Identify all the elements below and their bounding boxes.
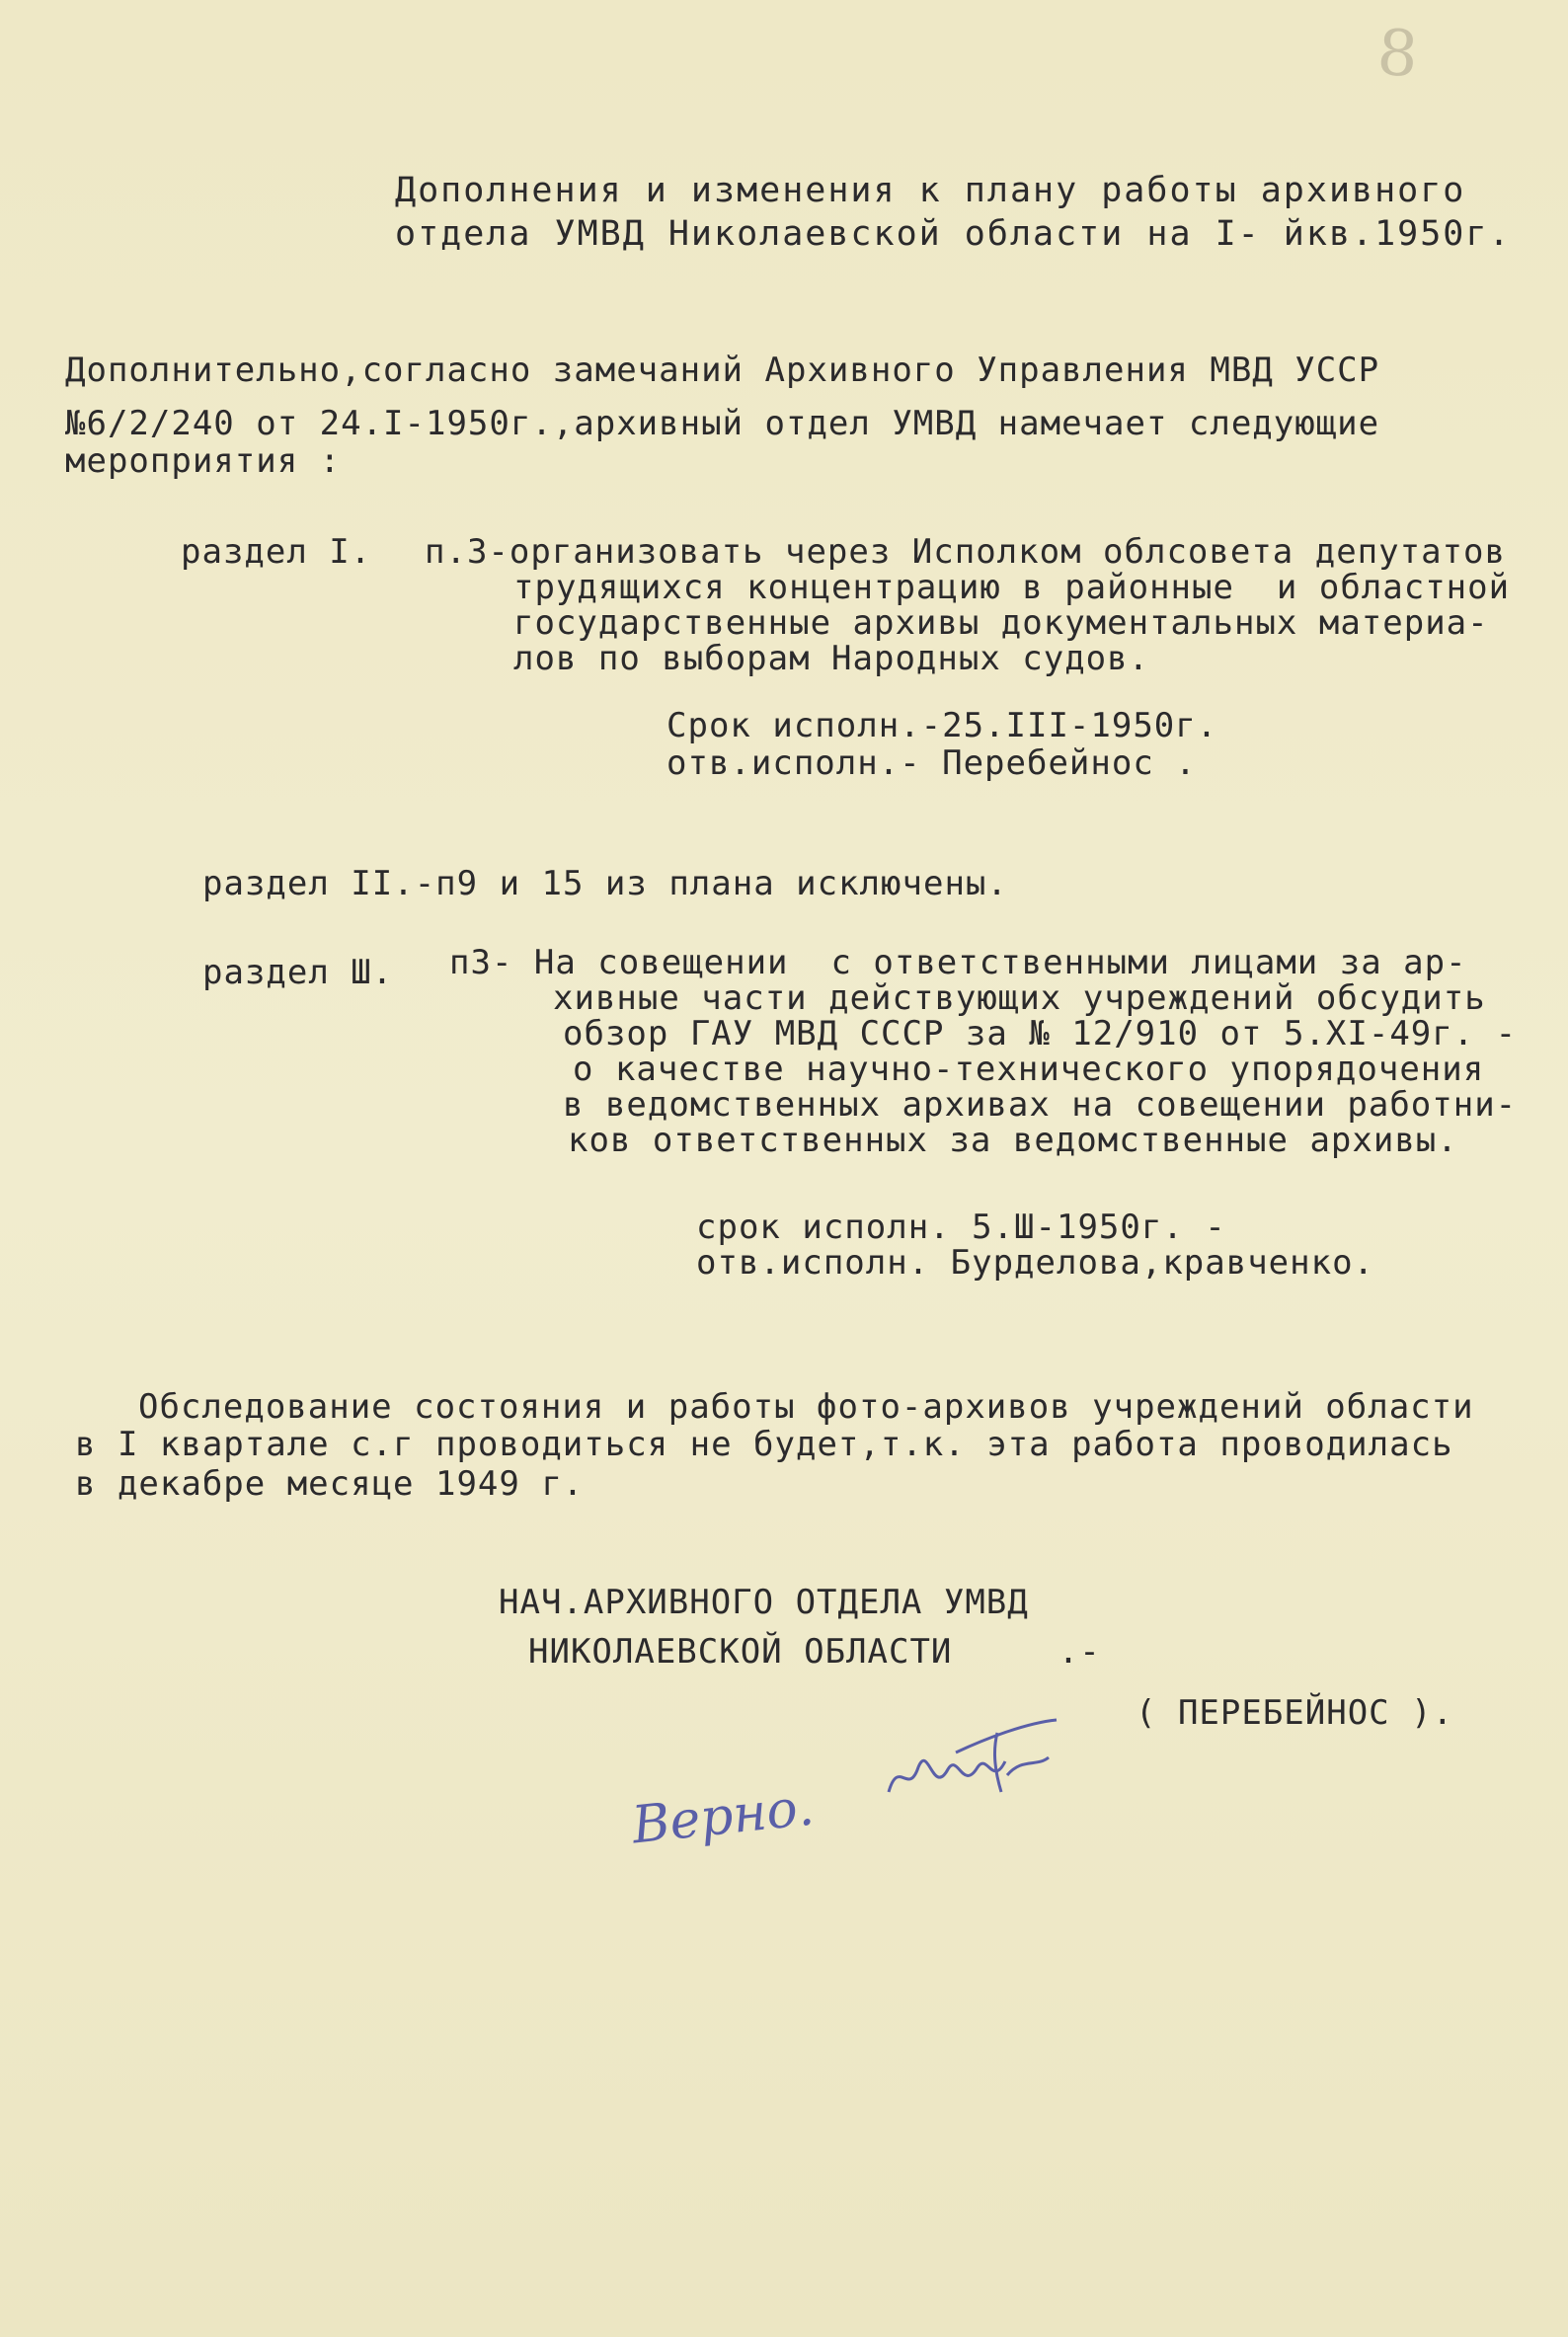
closing-line-3: в декабре месяце 1949 г. — [75, 1464, 585, 1504]
section-3-line-5: в ведомственных архивах на совещении работни- — [563, 1085, 1518, 1125]
section-1-deadline: Срок исполн.-25.III-1950г. — [666, 706, 1218, 745]
handwritten-signature — [879, 1698, 1076, 1827]
section-1-line-4: лов по выборам Народных судов. — [513, 639, 1150, 678]
title-line-1: Дополнения и изменения к плану работы архивного — [395, 171, 1466, 210]
closing-line-1: Обследование состояния и работы фото-архивов учреждений области — [138, 1387, 1474, 1427]
closing-line-2: в I квартале с.г проводиться не будет,т.к. эта работа проводилась — [75, 1425, 1453, 1464]
signature-title-line-2: НИКОЛАЕВСКОЙ ОБЛАСТИ .- — [528, 1632, 1101, 1672]
section-2-text: раздел II.-п9 и 15 из плана исключены. — [202, 864, 1008, 903]
title-line-2: отдела УМВД Николаевской области на I- йкв.1950г. — [395, 214, 1512, 254]
intro-line-3: мероприятия : — [65, 441, 342, 481]
intro-line-1: Дополнительно,согласно замечаний Архивного Управления МВД УССР — [65, 351, 1380, 390]
section-3-deadline: срок исполн. 5.Ш-1950г. - — [696, 1207, 1226, 1247]
section-1-line-1: п.3-организовать через Исполком облсовета депутатов — [425, 532, 1506, 572]
section-3-line-4: о качестве научно-технического упорядочения — [573, 1050, 1485, 1089]
section-3-line-1: п3- На совещении с ответственными лицами за ар- — [449, 943, 1467, 982]
section-3-responsible: отв.исполн. Бурделова,кравченко. — [696, 1243, 1375, 1283]
archive-page-number: 8 — [1374, 16, 1421, 93]
section-1-responsible: отв.исполн.- Перебейнос . — [666, 743, 1197, 783]
section-3-line-3: обзор ГАУ МВД СССР за № 12/910 от 5.XI-49г. - — [563, 1014, 1518, 1053]
signatory-name: ( ПЕРЕБЕЙНОС ). — [1136, 1693, 1454, 1733]
section-3-line-6: ков ответственных за ведомственные архивы. — [568, 1121, 1458, 1160]
section-1-line-3: государственные архивы документальных материа- — [513, 603, 1489, 643]
intro-line-2: №6/2/240 от 24.I-1950г.,архивный отдел УМВД намечает следующие — [65, 404, 1380, 443]
section-1-line-2: трудящихся концентрацию в районные и областной — [513, 568, 1511, 607]
section-1-label: раздел I. — [181, 532, 372, 572]
section-3-line-2: хивные части действующих учреждений обсудить — [553, 978, 1486, 1018]
section-3-label: раздел Ш. — [202, 953, 394, 992]
handwritten-verno: Верно. — [629, 1777, 818, 1856]
signature-title-line-1: НАЧ.АРХИВНОГО ОТДЕЛА УМВД — [499, 1583, 1029, 1622]
